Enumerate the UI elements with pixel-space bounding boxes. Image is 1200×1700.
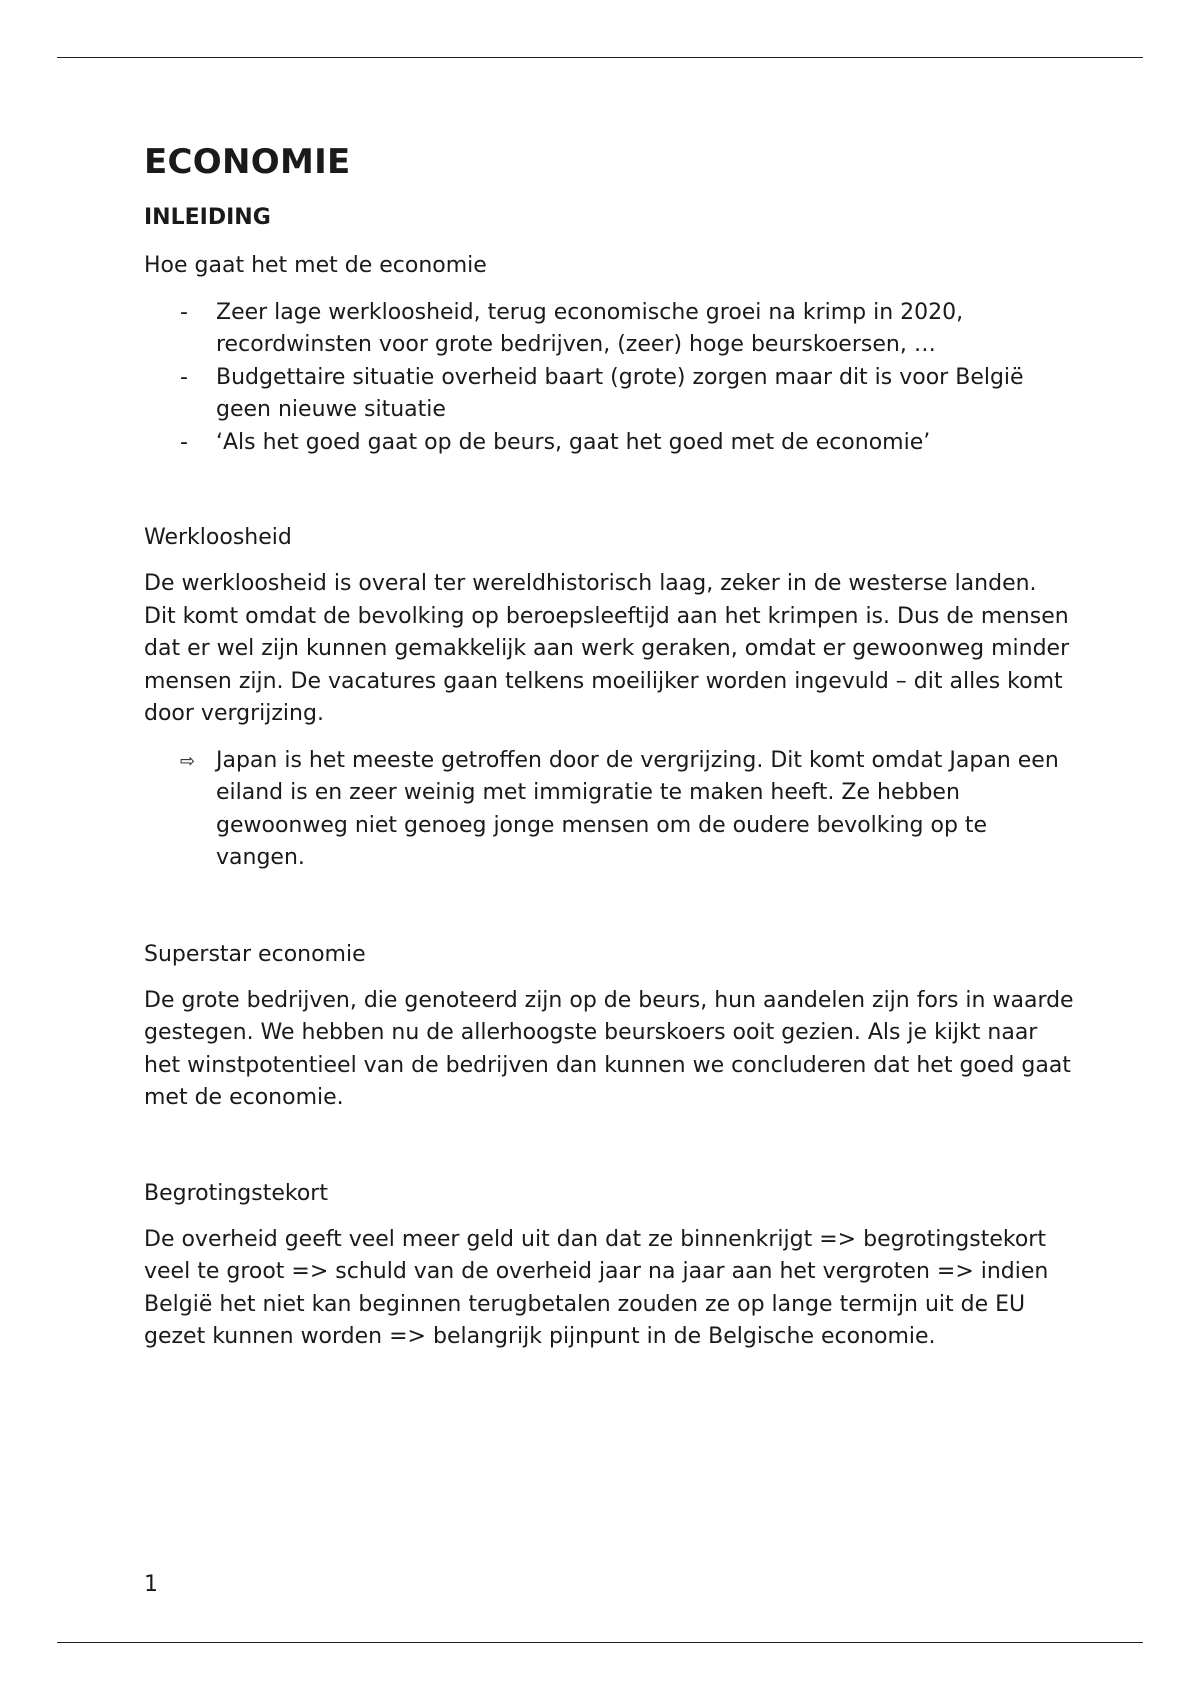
intro-bullet-list [144, 297, 1074, 460]
list-item [144, 427, 1074, 460]
intro-heading: INLEIDING [144, 205, 271, 230]
arrow-right-icon: ⇨ [180, 750, 196, 772]
arrow-list [144, 745, 1074, 875]
section-begrotingstekort [144, 1178, 1074, 1354]
dash-bullet-icon: - [180, 299, 188, 325]
section-body-werkloosheid: De werkloosheid is overal ter wereldhistorisch laag, zeker in de westerse landen. Dit komt omdat de bevolking op beroepsleeftijd aan het krimpen is. Dus de mensen dat er wel zijn kunnen gemakkelijk aan werk geraken, omdat er gewoonweg minder mensen zijn. De vacatures gaan telkens moeilijker worden ingevuld – dit alles komt door vergrijzing. [144, 571, 1070, 726]
footer-rule [57, 1642, 1143, 1643]
section-title-werkloosheid: Werkloosheid [144, 525, 292, 550]
list-item-text: Japan is het meeste getroffen door de vergrijzing. Dit komt omdat Japan een eiland is en zeer weinig met immigratie te maken heeft. Ze hebben gewoonweg niet genoeg jonge mensen om de oudere bevolking op te vangen. [216, 747, 1059, 870]
document-title: ECONOMIE [144, 142, 351, 182]
section-werkloosheid [144, 522, 1074, 875]
section-body-superstar: De grote bedrijven, die genoteerd zijn op de beurs, hun aandelen zijn fors in waarde gestegen. We hebben nu de allerhoogste beurskoers ooit gezien. Als je kijkt naar het winstpotentieel van de bedrijven dan kunnen we concluderen dat het goed gaat met de economie. [144, 987, 1074, 1110]
page-number: 1 [144, 1572, 158, 1597]
list-item-text: ‘Als het goed gaat op de beurs, gaat het goed met de economie’ [216, 429, 931, 455]
list-item [144, 297, 1074, 362]
header-rule [57, 57, 1143, 58]
intro-question: Hoe gaat het met de economie [144, 253, 487, 278]
section-body-begrotingstekort: De overheid geeft veel meer geld uit dan dat ze binnenkrijgt => begrotingstekort veel te groot => schuld van de overheid jaar na jaar aan het vergroten => indien België het niet kan beginnen terugbetalen zouden ze op lange termijn uit de EU gezet kunnen worden => belangrijk pijnpunt in de Belgische economie. [144, 1226, 1049, 1349]
dash-bullet-icon: - [180, 364, 188, 390]
dash-bullet-icon: - [180, 429, 188, 455]
list-item [144, 745, 1074, 875]
list-item [144, 362, 1074, 427]
section-superstar [144, 939, 1074, 1115]
list-item-text: Zeer lage werkloosheid, terug economische groei na krimp in 2020, recordwinsten voor grote bedrijven, (zeer) hoge beurskoersen, … [216, 299, 964, 357]
list-item-text: Budgettaire situatie overheid baart (grote) zorgen maar dit is voor België geen nieuwe situatie [216, 364, 1024, 422]
section-title-superstar: Superstar economie [144, 941, 366, 967]
section-title-begrotingstekort: Begrotingstekort [144, 1180, 328, 1206]
page-content [144, 140, 1074, 1368]
